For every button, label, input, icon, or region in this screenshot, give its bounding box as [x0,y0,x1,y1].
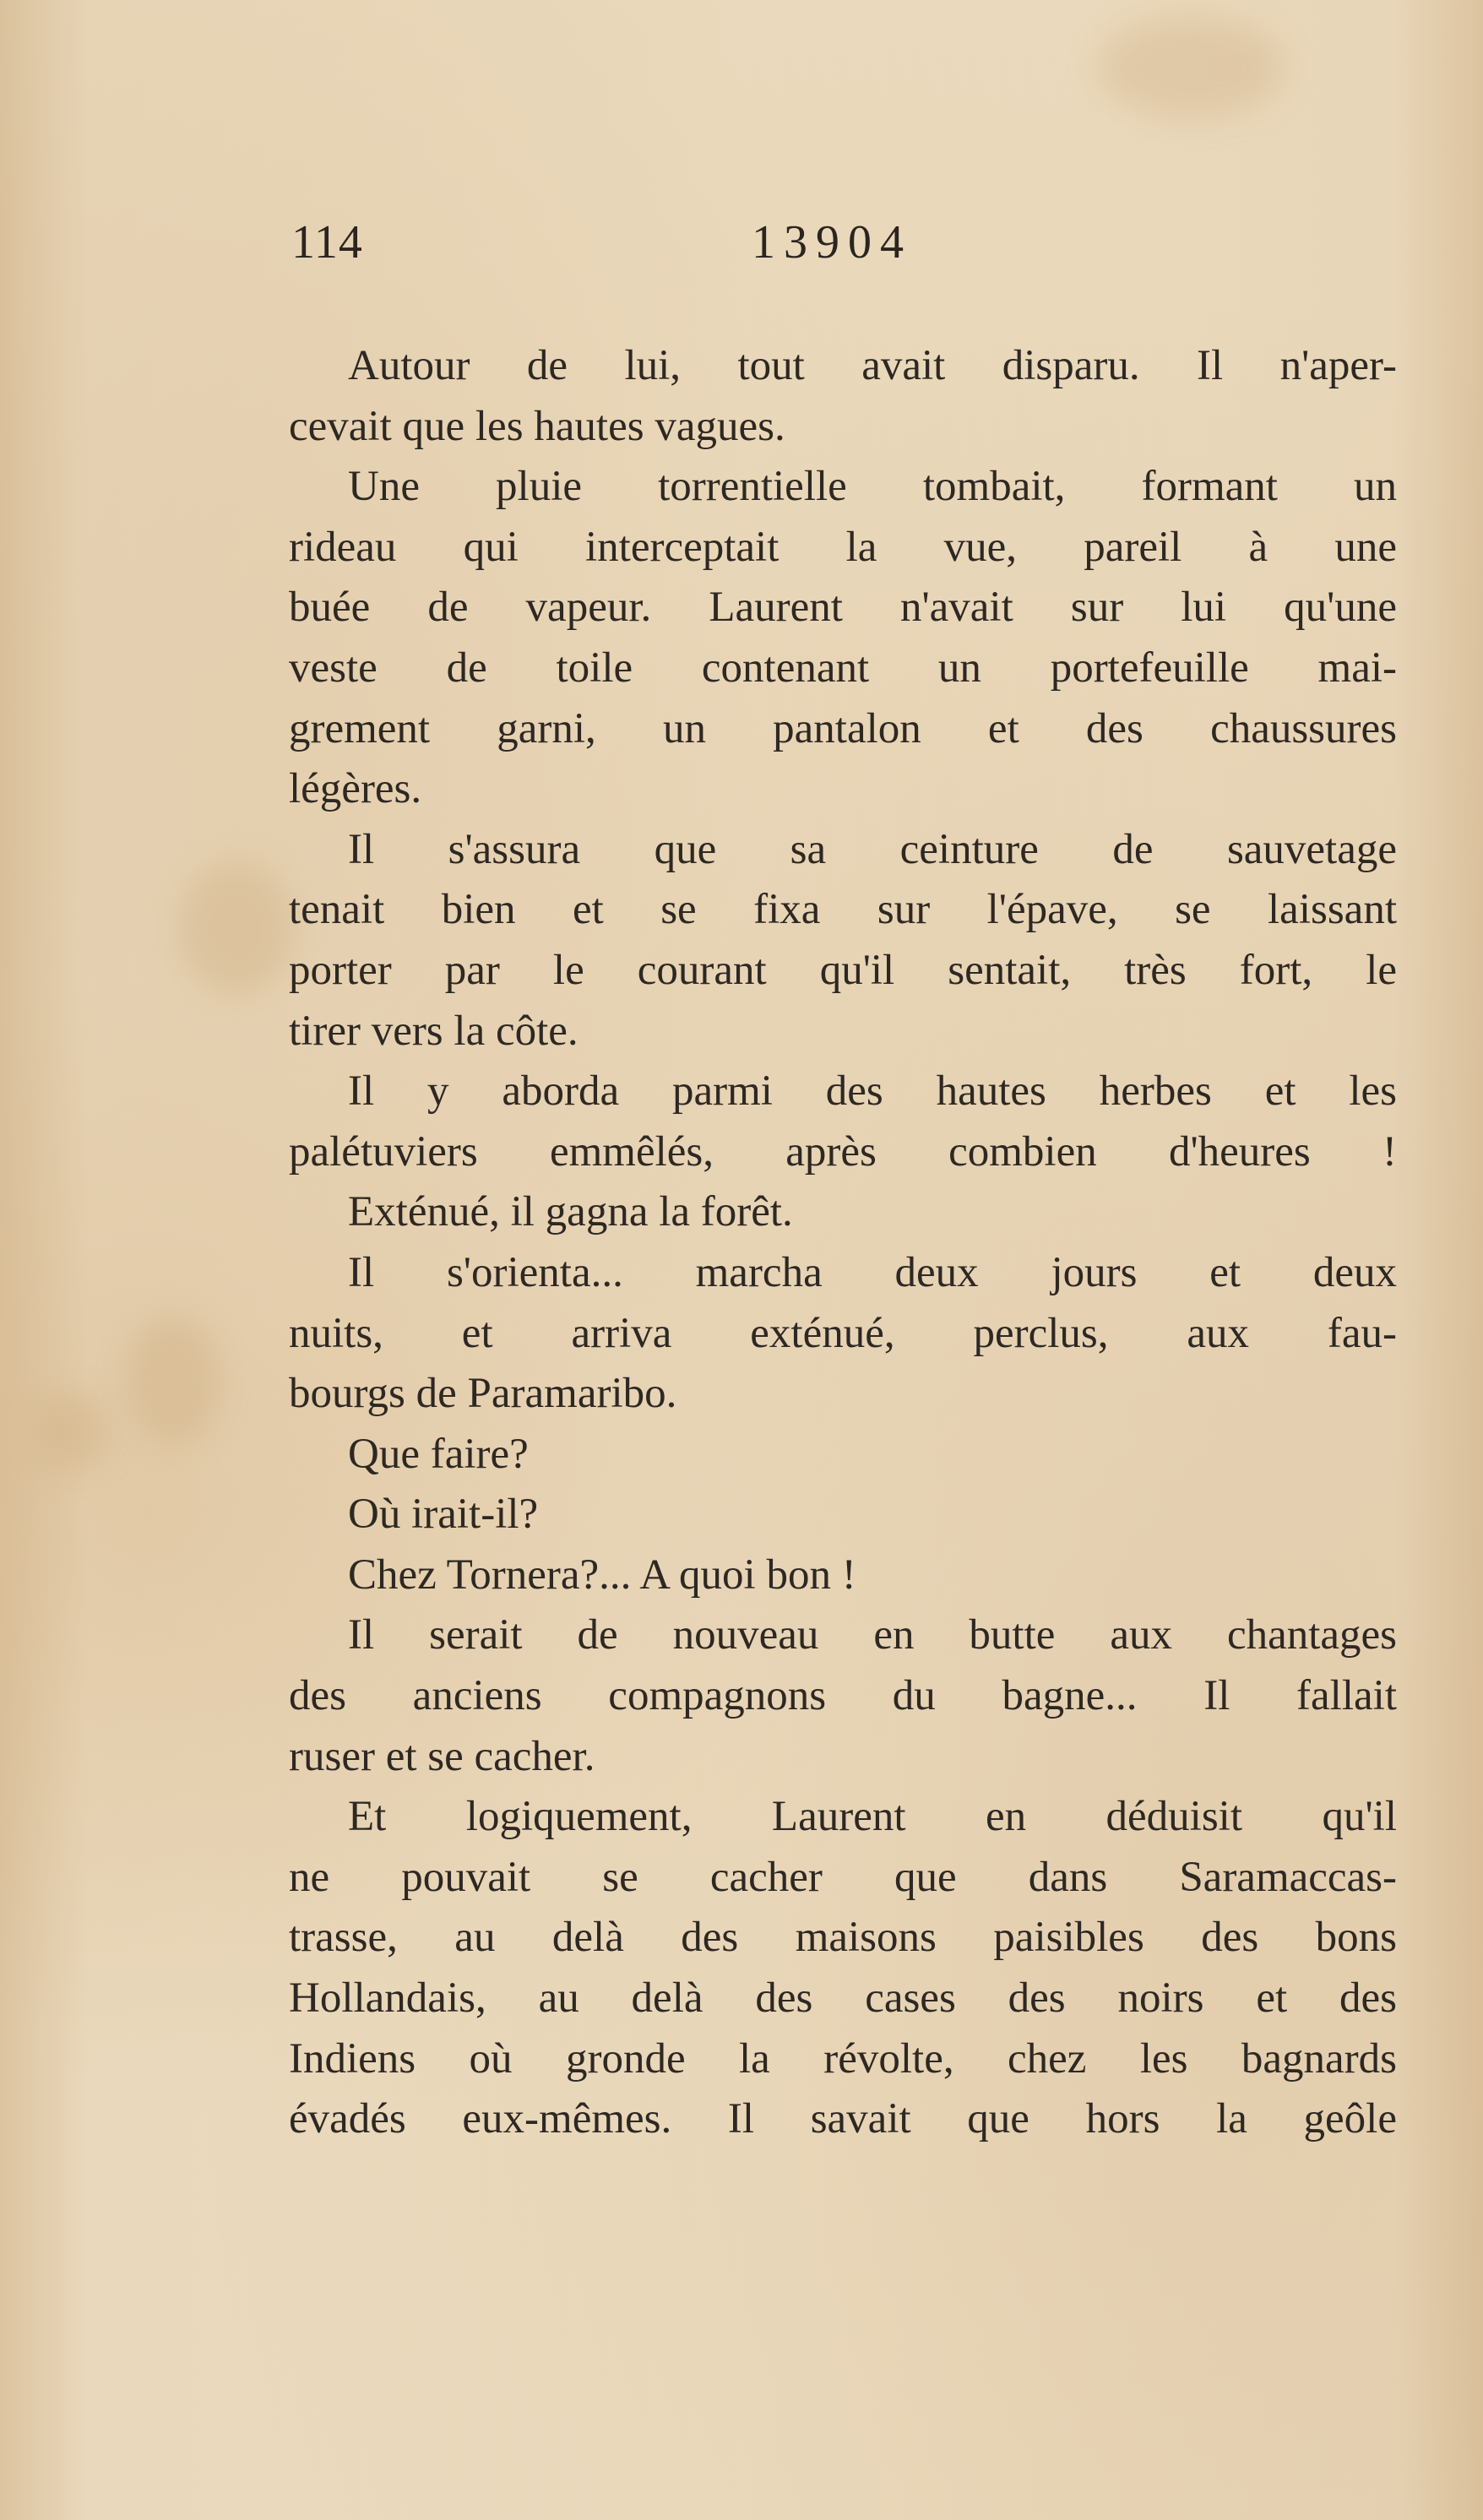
running-title: 13904 [752,216,912,269]
text-line: grement garni, un pantalon et des chaussures [289,704,1397,752]
text-line: rideau qui interceptait la vue, pareil à une [289,523,1397,571]
text-line: cevait que les hautes vagues. [289,402,785,450]
text-line: Hollandais, au delà des cases des noirs et des [289,1974,1397,2023]
text-line: légères. [289,765,422,813]
text-line: porter par le courant qu'il sentait, très fort, le [289,946,1397,994]
text-line: veste de toile contenant un portefeuille mai- [289,644,1397,692]
text-line: Indiens où gronde la révolte, chez les bagnards [289,2034,1397,2083]
text-line: Où irait-il? [348,1491,539,1539]
text-line: trasse, au delà des maisons paisibles des bons [289,1914,1397,1962]
paper-stain [127,1317,220,1444]
text-line: Il s'orienta... marcha deux jours et deux [348,1248,1397,1296]
text-line: Chez Tornera?... A quoi bon ! [348,1551,856,1599]
text-line: Autour de lui, tout avait disparu. Il n'aper- [348,342,1397,389]
paper-stain [177,861,296,997]
text-line: buée de vapeur. Laurent n'avait sur lui qu'une [289,584,1397,632]
text-line: bourgs de Paramaribo. [289,1370,677,1418]
text-line: évadés eux-mêmes. Il savait que hors la geôle [289,2095,1397,2143]
body-text [289,336,1397,2150]
text-line: Que faire? [348,1430,529,1478]
text-line: ruser et se cacher. [289,1732,595,1780]
page-number: 114 [291,216,363,269]
text-line: Et logiquement, Laurent en déduisit qu'il [348,1793,1397,1841]
text-line: Il s'assura que sa ceinture de sauvetage [348,825,1397,873]
text-line: tirer vers la côte. [289,1007,579,1055]
text-line: ne pouvait se cacher que dans Saramaccas- [289,1853,1397,1901]
text-line: Il serait de nouveau en butte aux chantages [348,1611,1397,1659]
text-line: des anciens compagnons du bagne... Il fallait [289,1672,1397,1720]
text-line: Une pluie torrentielle tombait, formant un [348,463,1397,511]
page-header [291,215,1398,274]
paper-stain [1098,17,1284,118]
text-line: Exténué, il gagna la forêt. [348,1188,793,1236]
text-line: nuits, et arriva exténué, perclus, aux fau- [289,1309,1397,1357]
text-line: tenait bien et se fixa sur l'épave, se laissant [289,886,1397,934]
paper-stain [34,1393,110,1469]
text-line: Il y aborda parmi des hautes herbes et les [348,1067,1397,1116]
text-line: palétuviers emmêlés, après combien d'heures ! [289,1127,1397,1176]
